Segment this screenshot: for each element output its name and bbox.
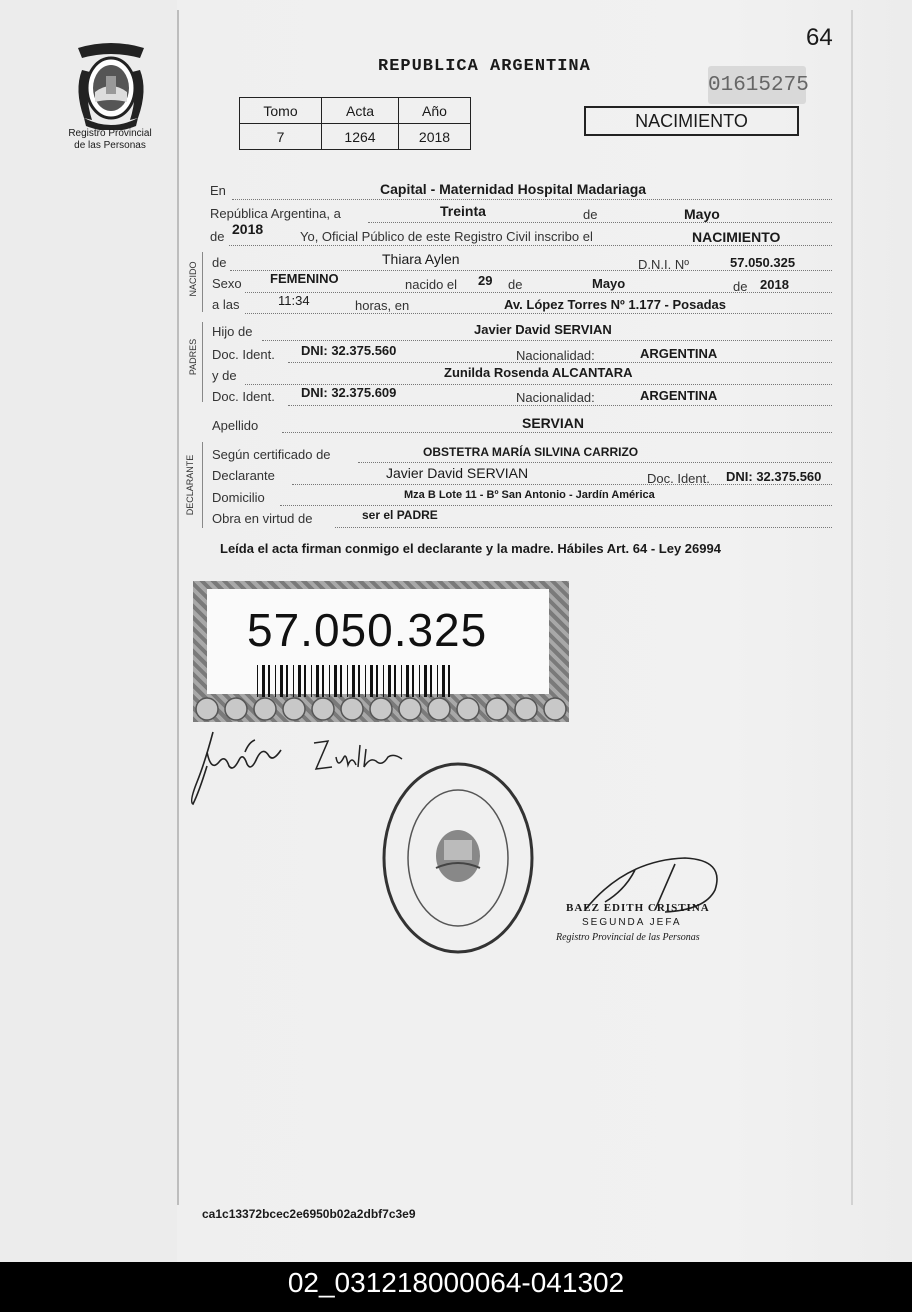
fecha-de-label: de: [583, 207, 598, 222]
value-acta: 1264: [322, 124, 399, 150]
security-coin: [486, 698, 508, 720]
dni-sticker-inner: [207, 589, 549, 694]
barcode-bar: [406, 665, 409, 697]
section-divider: [202, 252, 203, 312]
en-value: Capital - Maternidad Hospital Madariaga: [380, 181, 647, 197]
document-title: REPUBLICA ARGENTINA: [378, 57, 591, 76]
father-dni: DNI: 32.375.560: [301, 343, 397, 358]
document-hash: ca1c13372bcec2e6950b02a2dbf7c3e9: [202, 1207, 416, 1221]
security-coin: [196, 698, 218, 720]
hora-label: a las: [212, 297, 240, 312]
dotted-line: [368, 222, 832, 223]
barcode-bar: [262, 665, 265, 697]
mother-dni: DNI: 32.375.609: [301, 385, 397, 400]
fecha-label: República Argentina, a: [210, 206, 341, 221]
record-type-value: NACIMIENTO: [692, 229, 781, 245]
birth-day: 29: [478, 273, 493, 288]
obra-label: Obra en virtud de: [212, 511, 313, 526]
registry-table: [239, 97, 471, 150]
hijo-de-label: Hijo de: [212, 324, 253, 339]
security-coin: [457, 698, 479, 720]
horas-en-label: horas, en: [355, 298, 410, 313]
birth-time: 11:34: [278, 293, 310, 308]
barcode-bar: [430, 665, 432, 697]
obra-value: ser el PADRE: [362, 508, 438, 522]
security-coin: [515, 698, 537, 720]
sexo-value: FEMENINO: [270, 271, 339, 286]
nac2-label: Nacionalidad:: [516, 390, 595, 405]
barcode-bar: [442, 665, 445, 697]
closing-statement: Leída el acta firman conmigo el declarante y la madre. Hábiles Art. 64 - Ley 26994: [220, 541, 721, 556]
barcode-bar: [401, 665, 402, 697]
header-acta: Acta: [322, 98, 399, 124]
declarante-label: Declarante: [212, 468, 275, 483]
left-margin: [0, 0, 177, 1262]
inscribe-text: Yo, Oficial Público de este Registro Civil inscribo el: [300, 229, 593, 244]
child-dni: 57.050.325: [730, 255, 796, 270]
org-line-2: de las Personas: [74, 140, 146, 151]
security-coin: [254, 698, 276, 720]
barcode-bar: [280, 665, 283, 697]
padres-section-label: PADRES: [188, 338, 198, 376]
security-coin: [341, 698, 363, 720]
security-coin: [370, 698, 392, 720]
value-tomo: 7: [240, 124, 322, 150]
dotted-line: [229, 245, 832, 246]
security-coin: [225, 698, 247, 720]
registry-table-header-row: [240, 98, 471, 124]
page-fold-line: [177, 10, 179, 1205]
barcode-bar: [424, 665, 427, 697]
dotted-line: [262, 340, 832, 341]
barcode-bar: [322, 665, 324, 697]
declarante-signature: [185, 722, 295, 812]
year-de-label: de: [210, 229, 225, 244]
fecha-day: Treinta: [440, 203, 486, 219]
name-label: de: [212, 255, 227, 270]
dotted-line: [245, 313, 832, 314]
en-label: En: [210, 183, 226, 198]
declarante-doc-label: Doc. Ident.: [647, 471, 710, 486]
cert-value: OBSTETRA MARÍA SILVINA CARRIZO: [423, 445, 639, 459]
barcode-bar: [316, 665, 319, 697]
record-type-box: NACIMIENTO: [584, 106, 799, 136]
security-coin: [544, 698, 566, 720]
dotted-line: [288, 405, 832, 406]
dotted-line: [335, 527, 832, 528]
value-ano: 2018: [399, 124, 471, 150]
official-seal-icon: [378, 758, 538, 958]
dotted-line: [292, 484, 832, 485]
barcode-bar: [412, 665, 414, 697]
declarante-name: Javier David SERVIAN: [386, 465, 529, 481]
barcode-bar: [334, 665, 337, 697]
dotted-line: [358, 462, 832, 463]
barcode-bar: [298, 665, 301, 697]
declarante-section-label: DECLARANTE: [185, 454, 195, 516]
declarante-dni: DNI: 32.375.560: [726, 469, 822, 484]
child-name: Thiara Aylen: [382, 251, 460, 267]
registry-org-name: [55, 128, 165, 152]
org-line-1: Registro Provincial: [68, 128, 152, 139]
father-nationality: ARGENTINA: [640, 346, 718, 361]
page-right-edge: [851, 10, 853, 1205]
official-name: BAEZ EDITH CRISTINA: [566, 902, 710, 914]
barcode-bar: [388, 665, 391, 697]
security-coin: [428, 698, 450, 720]
de-label-1: de: [508, 277, 523, 292]
father-name: Javier David SERVIAN: [474, 322, 612, 337]
dotted-line: [232, 199, 832, 200]
barcode-bar: [304, 665, 306, 697]
birth-place: Av. López Torres Nº 1.177 - Posadas: [504, 297, 726, 312]
barcode-bar: [329, 665, 330, 697]
barcode-bar: [370, 665, 373, 697]
apellido-value: SERVIAN: [522, 415, 584, 431]
nacido-el-label: nacido el: [405, 277, 458, 292]
year-value: 2018: [232, 221, 264, 237]
barcode-bar: [311, 665, 312, 697]
barcode-bar: [268, 665, 270, 697]
dni-sticker: [193, 581, 569, 722]
official-org: Registro Provincial de las Personas: [556, 932, 700, 943]
barcode-bar: [383, 665, 384, 697]
doc1-label: Doc. Ident.: [212, 347, 275, 362]
barcode-bar: [275, 665, 276, 697]
security-pattern: [193, 697, 569, 722]
barcode-bar: [394, 665, 396, 697]
barcode-bar: [365, 665, 366, 697]
mother-nationality: ARGENTINA: [640, 388, 718, 403]
section-divider: [202, 322, 203, 402]
security-coin: [399, 698, 421, 720]
barcode-bar: [448, 665, 450, 697]
section-divider: [202, 442, 203, 528]
dotted-line: [280, 505, 832, 506]
header-ano: Año: [399, 98, 471, 124]
birth-month: Mayo: [592, 276, 626, 291]
security-coin: [283, 698, 305, 720]
barcode-icon: [257, 665, 457, 697]
misiones-crest-icon: [70, 40, 152, 130]
serial-number: 01615275: [708, 66, 806, 104]
domicilio-value: Mza B Lote 11 - Bº San Antonio - Jardín América: [404, 489, 655, 501]
barcode-bar: [340, 665, 342, 697]
header-tomo: Tomo: [240, 98, 322, 124]
cert-label: Según certificado de: [212, 447, 331, 462]
fecha-month: Mayo: [684, 206, 720, 222]
barcode-bar: [352, 665, 355, 697]
barcode-bar: [419, 665, 420, 697]
barcode-bar: [358, 665, 360, 697]
de-label-2: de: [733, 279, 748, 294]
birth-year: 2018: [760, 277, 789, 292]
security-coin: [312, 698, 334, 720]
nac1-label: Nacionalidad:: [516, 348, 595, 363]
barcode-bar: [376, 665, 378, 697]
barcode-bar: [286, 665, 288, 697]
scan-footer-code: 02_031218000064-041302: [0, 1262, 912, 1312]
mother-name: Zunilda Rosenda ALCANTARA: [444, 365, 633, 380]
barcode-bar: [347, 665, 348, 697]
official-role: SEGUNDA JEFA: [582, 917, 682, 928]
doc2-label: Doc. Ident.: [212, 389, 275, 404]
dni-label: D.N.I. Nº: [638, 257, 689, 272]
sexo-label: Sexo: [212, 276, 242, 291]
registry-table-value-row: [240, 124, 471, 150]
barcode-bar: [293, 665, 294, 697]
page-number: 64: [806, 24, 833, 51]
apellido-label: Apellido: [212, 418, 259, 433]
barcode-bar: [437, 665, 438, 697]
y-de-label: y de: [212, 368, 237, 383]
nacido-section-label: NACIDO: [188, 261, 198, 297]
dni-sticker-number: 57.050.325: [247, 604, 488, 656]
barcode-bar: [257, 665, 258, 697]
domicilio-label: Domicilio: [212, 490, 265, 505]
dotted-line: [282, 432, 832, 433]
